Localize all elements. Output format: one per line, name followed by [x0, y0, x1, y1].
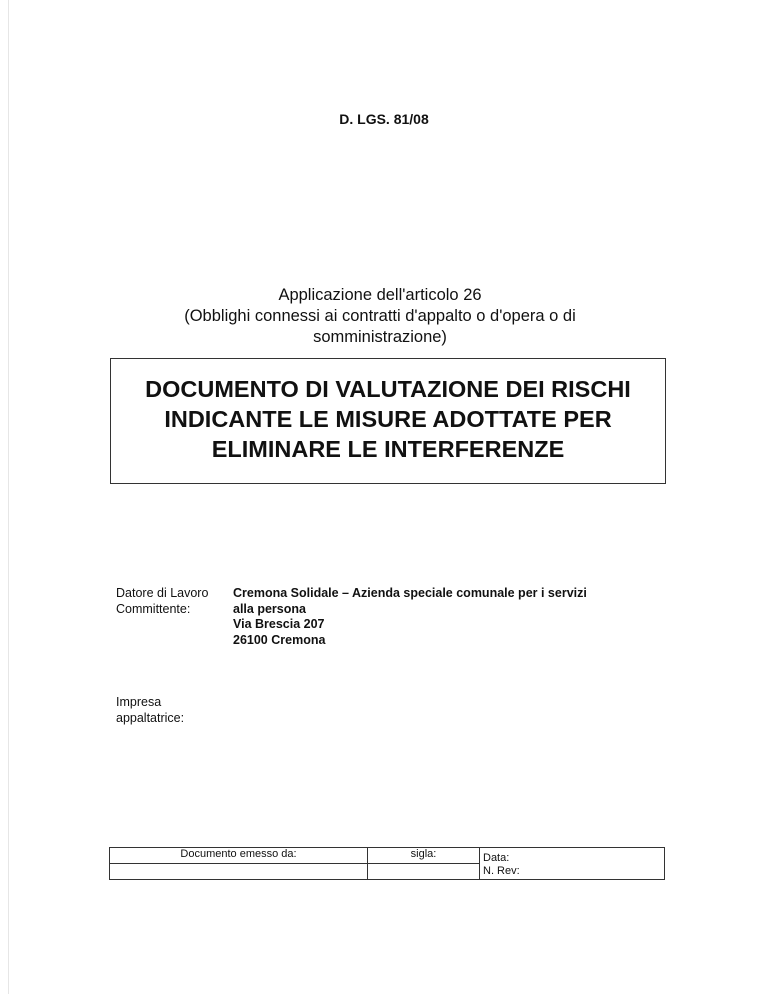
revision-label: N. Rev: [483, 865, 520, 877]
issued-by-header: Documento emesso da: [110, 848, 368, 864]
employer-label [116, 586, 232, 617]
contractor-label-line: Impresa [116, 695, 162, 709]
employer-name: Cremona Solidale – Azienda speciale comunale per i servizi [233, 586, 587, 600]
employer-address: Via Brescia 207 [233, 617, 325, 631]
date-revision-cell [480, 848, 665, 880]
title-line: ELIMINARE LE INTERFERENZE [211, 436, 565, 462]
sigla-header: sigla: [368, 848, 480, 864]
title-line: INDICANTE LE MISURE ADOTTATE PER [164, 406, 612, 432]
issue-table [109, 847, 665, 880]
contractor-label [116, 695, 226, 726]
subtitle-line: Applicazione dell'articolo 26 [278, 286, 482, 304]
contractor-label-line: appaltatrice: [116, 710, 185, 725]
law-reference: D. LGS. 81/08 [339, 111, 429, 127]
employer-label-line: Committente: [116, 601, 191, 616]
issue-table-row [110, 848, 665, 864]
issued-by-value [110, 864, 368, 880]
subtitle [120, 285, 640, 348]
title-line: DOCUMENTO DI VALUTAZIONE DEI RISCHI [145, 376, 631, 402]
employer-label-line: Datore di Lavoro [116, 586, 209, 600]
employer-name-cont: alla persona [233, 601, 306, 616]
document-title [111, 374, 665, 464]
employer-city: 26100 Cremona [233, 632, 326, 647]
employer-value [233, 586, 653, 648]
date-label: Data: [483, 852, 510, 864]
subtitle-line: (Obblighi connessi ai contratti d'appalto o d'opera o di [184, 307, 576, 325]
sigla-value [368, 864, 480, 880]
scan-edge-line [8, 0, 9, 994]
document-title-box [110, 358, 666, 484]
subtitle-line: somministrazione) [313, 328, 447, 346]
